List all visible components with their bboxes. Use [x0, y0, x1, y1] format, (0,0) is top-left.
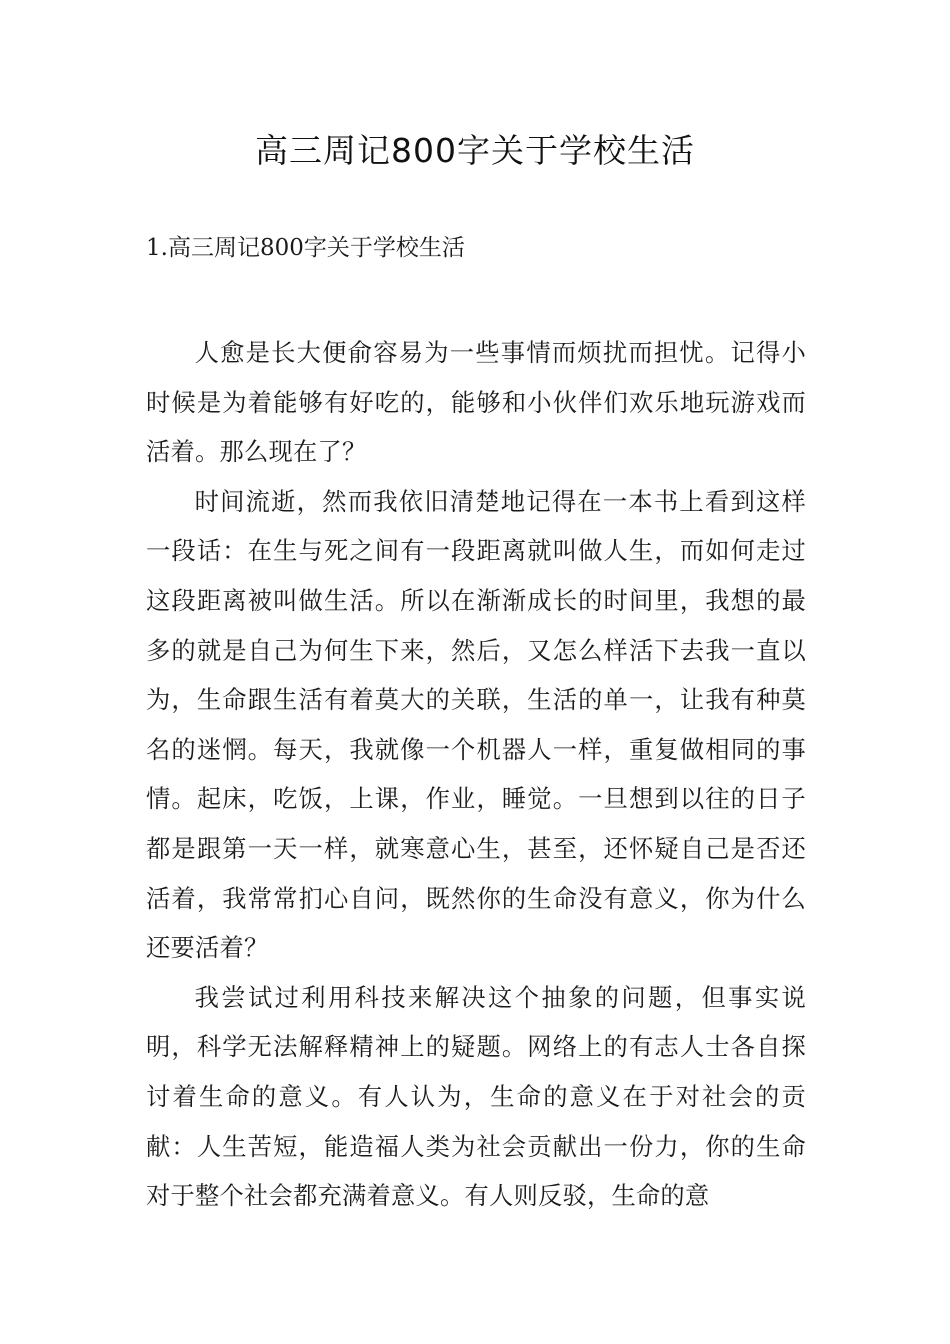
- body-paragraph: 时间流逝，然而我依旧清楚地记得在一本书上看到这样一段话：在生与死之间有一段距离就叫做人生，而如何走过这段距离被叫做生活。所以在渐渐成长的时间里，我想的最多的就是自己为何生下来，然后，又怎么样活下去我一直以为，生命跟生活有着莫大的关联，生活的单一，让我有种莫名的迷惘。每天，我就像一个机器人一样，重复做相同的事情。起床，吃饭，上课，作业，睡觉。一旦想到以往的日子都是跟第一天一样，就寒意心生，甚至，还怀疑自己是否还活着，我常常扪心自问，既然你的生命没有意义，你为什么还要活着？: [146, 486, 806, 963]
- body-paragraph: 我尝试过利用科技来解决这个抽象的问题，但事实说明，科学无法解释精神上的疑题。网络上的有志人士各自探讨着生命的意义。有人认为，生命的意义在于对社会的贡献：人生苦短，能造福人类为社会贡献出一份力，你的生命对于整个社会都充满着意义。有人则反驳，生命的意: [146, 982, 806, 1211]
- section-heading: 1.高三周记800字关于学校生活: [146, 235, 465, 261]
- body-paragraph: 人愈是长大便俞容易为一些事情而烦扰而担忧。记得小时候是为着能够有好吃的，能够和小伙伴们欢乐地玩游戏而活着。那么现在了？: [146, 338, 806, 467]
- document-title: 高三周记800字关于学校生活: [255, 131, 695, 170]
- document-body: [146, 328, 806, 1221]
